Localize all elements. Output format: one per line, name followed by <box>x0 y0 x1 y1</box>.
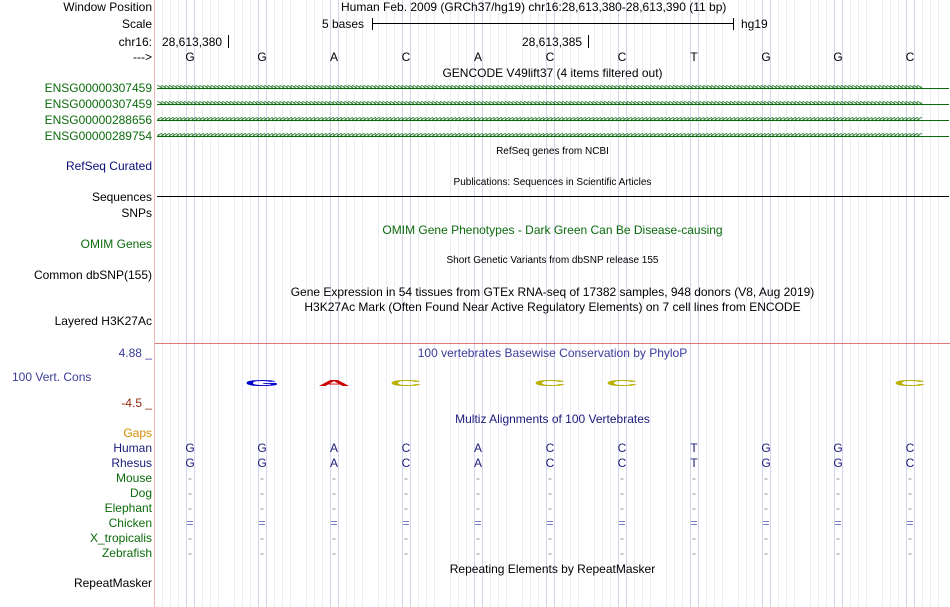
alignment-cell: = <box>402 516 410 530</box>
alignment-cell: - <box>548 546 552 560</box>
species-label[interactable]: Human <box>113 441 152 455</box>
alignment-cell: - <box>836 531 840 545</box>
alignment-cell: = <box>690 516 698 530</box>
alignment-cell: - <box>620 486 624 500</box>
alignment-cell: - <box>836 471 840 485</box>
alignment-cell: - <box>404 531 408 545</box>
alignment-cell: - <box>620 501 624 515</box>
strand-chevrons: <<<<<<<<<<<<<<<<<<<<<<<<<<<<<<<<<<<<<<<<<<<<<<<<<<<<<<<<<<<<<<<<<<<<<<<<<<<<<<<<<<<<<<<<<<<<<<<<<<<<<<<<<<<<<<<<<<<<<<<<<<<<<<<<<<<<<<<<<<<<<<<<<<<<<<<<<<<<<<<<<<<<<<<<<<<<<<<<<<<<<<<<<<<<<<<<<<<<<<<< <box>157 131 921 141</box>
alignment-cell: - <box>476 471 480 485</box>
alignment-cell: - <box>692 486 696 500</box>
alignment-cell: - <box>764 546 768 560</box>
alignment-cell: A <box>329 441 338 455</box>
alignment-cell: - <box>692 471 696 485</box>
species-label[interactable]: Mouse <box>115 471 152 485</box>
window-position-label: Window Position <box>63 0 152 14</box>
phylop-logo-letter: A <box>317 378 351 388</box>
alignment-cell: C <box>617 456 627 470</box>
alignment-cell: G <box>257 456 267 470</box>
alignment-cell: - <box>548 486 552 500</box>
h3k27ac-track-title[interactable]: H3K27Ac Mark (Often Found Near Active Regulatory Elements) on 7 cell lines from ENCODE <box>304 300 801 314</box>
gencode-item-label[interactable]: ENSG00000307459 <box>44 97 152 111</box>
sequences-track-label[interactable]: Sequences <box>91 190 152 204</box>
alignment-cell: C <box>905 456 915 470</box>
alignment-cell: - <box>332 501 336 515</box>
ruler-position-2: 28,613,385 <box>522 35 583 49</box>
alignment-cell: = <box>906 516 914 530</box>
alignment-cell: T <box>690 456 698 470</box>
alignment-cell: - <box>908 531 912 545</box>
refseq-track-label[interactable]: RefSeq Curated <box>65 159 152 173</box>
dbsnp-track-label[interactable]: Common dbSNP(155) <box>33 268 152 282</box>
gaps-label: Gaps <box>123 426 152 440</box>
alignment-cell: - <box>548 531 552 545</box>
species-label[interactable]: Zebrafish <box>101 546 152 560</box>
alignment-cell: C <box>401 441 411 455</box>
gencode-track-title[interactable]: GENCODE V49lift37 (4 items filtered out) <box>442 66 663 80</box>
phylop-logo-letter: C <box>605 378 639 388</box>
alignment-cell: - <box>692 501 696 515</box>
omim-track-title[interactable]: OMIM Gene Phenotypes - Dark Green Can Be Disease-causing <box>382 223 723 237</box>
phylop-track-title[interactable]: 100 vertebrates Basewise Conservation by PhyloP <box>417 346 688 360</box>
h3k27ac-track-label[interactable]: Layered H3K27Ac <box>54 314 152 328</box>
base-letter: G <box>185 50 195 64</box>
alignment-cell: = <box>618 516 626 530</box>
alignment-cell: G <box>761 441 771 455</box>
alignment-cell: - <box>404 546 408 560</box>
alignment-cell: - <box>908 546 912 560</box>
alignment-cell: = <box>330 516 338 530</box>
phylop-max-value: 4.88 _ <box>118 346 152 360</box>
strand-arrow: ---> <box>133 50 152 64</box>
phylop-track-label[interactable]: 100 Vert. Cons <box>12 370 92 384</box>
alignment-cell: = <box>474 516 482 530</box>
strand-chevrons: >>>>>>>>>>>>>>>>>>>>>>>>>>>>>>>>>>>>>>>>>>>>>>>>>>>>>>>>>>>>>>>>>>>>>>>>>>>>>>>>>>>>>>>>>>>>>>>>>>>>>>>>>>>>>>>>>>>>>>>>>>>>>>>>>>>>>>>>>>>>>>>>>>>>>>>>>>>>>>>>>>>>>>>>>>>>>>>>>>>>>>>>>>>>>>>>>>>>>>>> <box>157 99 921 109</box>
phylop-logo-letter: C <box>389 378 423 388</box>
gtex-track-title[interactable]: Gene Expression in 54 tissues from GTEx RNA-seq of 17382 samples, 948 donors (V8, Aug 2019) <box>290 285 815 299</box>
alignment-cell: - <box>260 546 264 560</box>
alignment-cell: - <box>620 531 624 545</box>
species-label[interactable]: Elephant <box>104 501 152 515</box>
alignment-cell: - <box>260 531 264 545</box>
species-label[interactable]: Dog <box>129 486 152 500</box>
alignment-cell: - <box>476 546 480 560</box>
species-label[interactable]: Rhesus <box>111 456 152 470</box>
alignment-cell: - <box>692 531 696 545</box>
base-letter: C <box>545 50 555 64</box>
alignment-cell: - <box>404 486 408 500</box>
phylop-logo-letter: C <box>893 378 927 388</box>
alignment-cell: - <box>188 486 192 500</box>
alignment-cell: - <box>188 501 192 515</box>
base-letter: G <box>257 50 267 64</box>
alignment-cell: = <box>762 516 770 530</box>
alignment-cell: = <box>186 516 194 530</box>
base-letter: T <box>690 50 698 64</box>
alignment-cell: - <box>332 486 336 500</box>
alignment-cell: - <box>836 501 840 515</box>
base-letter: G <box>761 50 771 64</box>
alignment-cell: C <box>545 441 555 455</box>
phylop-logo-letter: G <box>244 378 280 388</box>
base-letter: A <box>473 50 482 64</box>
alignment-cell: - <box>908 501 912 515</box>
alignment-cell: - <box>764 486 768 500</box>
alignment-cell: - <box>692 546 696 560</box>
alignment-cell: - <box>476 531 480 545</box>
scale-db-label: hg19 <box>741 17 768 31</box>
alignment-cell: G <box>761 456 771 470</box>
alignment-cell: - <box>476 486 480 500</box>
alignment-cell: - <box>836 546 840 560</box>
alignment-cell: - <box>404 501 408 515</box>
strand-chevrons: >>>>>>>>>>>>>>>>>>>>>>>>>>>>>>>>>>>>>>>>>>>>>>>>>>>>>>>>>>>>>>>>>>>>>>>>>>>>>>>>>>>>>>>>>>>>>>>>>>>>>>>>>>>>>>>>>>>>>>>>>>>>>>>>>>>>>>>>>>>>>>>>>>>>>>>>>>>>>>>>>>>>>>>>>>>>>>>>>>>>>>>>>>>>>>>>>>>>>>>> <box>157 83 921 93</box>
alignment-cell: - <box>764 471 768 485</box>
alignment-cell: G <box>833 456 843 470</box>
scale-label: Scale <box>121 17 152 31</box>
alignment-cell: - <box>404 471 408 485</box>
alignment-cell: = <box>546 516 554 530</box>
phylop-logo-letter: C <box>533 378 567 388</box>
alignment-cell: - <box>764 501 768 515</box>
assembly-position-text[interactable]: Human Feb. 2009 (GRCh37/hg19) chr16:28,613,380-28,613,390 (11 bp) <box>341 0 727 14</box>
alignment-cell: A <box>473 441 482 455</box>
multiz-track-title[interactable]: Multiz Alignments of 100 Vertebrates <box>455 412 650 426</box>
alignment-cell: G <box>185 456 195 470</box>
strand-chevrons: <<<<<<<<<<<<<<<<<<<<<<<<<<<<<<<<<<<<<<<<<<<<<<<<<<<<<<<<<<<<<<<<<<<<<<<<<<<<<<<<<<<<<<<<<<<<<<<<<<<<<<<<<<<<<<<<<<<<<<<<<<<<<<<<<<<<<<<<<<<<<<<<<<<<<<<<<<<<<<<<<<<<<<<<<<<<<<<<<<<<<<<<<<<<<<<<<<<<<<<< <box>157 115 921 125</box>
alignment-cell: G <box>833 441 843 455</box>
alignment-cell: - <box>260 471 264 485</box>
species-label[interactable]: X_tropicalis <box>89 531 152 545</box>
publications-track-title[interactable]: Publications: Sequences in Scientific Articles <box>453 177 652 188</box>
alignment-cell: - <box>332 531 336 545</box>
alignment-cell: C <box>401 456 411 470</box>
phylop-min-value: -4.5 _ <box>121 396 152 410</box>
alignment-cell: - <box>188 531 192 545</box>
alignment-cell: - <box>620 471 624 485</box>
alignment-cell: - <box>548 501 552 515</box>
chrom-label: chr16: <box>118 35 152 49</box>
alignment-cell: - <box>908 486 912 500</box>
alignment-cell: - <box>188 546 192 560</box>
alignment-cell: = <box>258 516 266 530</box>
alignment-cell: T <box>690 441 698 455</box>
scale-text: 5 bases <box>322 17 365 31</box>
alignment-cell: - <box>548 471 552 485</box>
alignment-cell: = <box>834 516 842 530</box>
gencode-item-label[interactable]: ENSG00000307459 <box>44 81 152 95</box>
alignment-cell: - <box>260 501 264 515</box>
alignment-cell: - <box>476 501 480 515</box>
base-letter: G <box>833 50 843 64</box>
alignment-cell: - <box>188 471 192 485</box>
alignment-cell: C <box>905 441 915 455</box>
snps-track-label[interactable]: SNPs <box>121 206 152 220</box>
ruler-position-1: 28,613,380 <box>162 35 223 49</box>
base-letter: C <box>617 50 627 64</box>
repeatmasker-track-label[interactable]: RepeatMasker <box>73 576 152 590</box>
gencode-item-label[interactable]: ENSG00000288656 <box>44 113 152 127</box>
alignment-cell: C <box>617 441 627 455</box>
alignment-cell: - <box>836 486 840 500</box>
species-label[interactable]: Chicken <box>108 516 152 530</box>
alignment-cell: G <box>257 441 267 455</box>
alignment-cell: - <box>620 546 624 560</box>
alignment-cell: - <box>332 546 336 560</box>
alignment-cell: - <box>908 471 912 485</box>
dbsnp-track-title[interactable]: Short Genetic Variants from dbSNP release 155 <box>446 255 659 266</box>
refseq-track-title[interactable]: RefSeq genes from NCBI <box>496 146 609 157</box>
base-letter: C <box>905 50 915 64</box>
base-letter: C <box>401 50 411 64</box>
alignment-cell: G <box>185 441 195 455</box>
alignment-cell: A <box>473 456 482 470</box>
alignment-cell: C <box>545 456 555 470</box>
alignment-cell: - <box>260 486 264 500</box>
gencode-item-label[interactable]: ENSG00000289754 <box>44 129 152 143</box>
alignment-cell: A <box>329 456 338 470</box>
alignment-cell: - <box>764 531 768 545</box>
repeatmasker-track-title[interactable]: Repeating Elements by RepeatMasker <box>449 562 656 576</box>
alignment-cell: - <box>332 471 336 485</box>
omim-track-label[interactable]: OMIM Genes <box>80 237 152 251</box>
base-letter: A <box>329 50 338 64</box>
